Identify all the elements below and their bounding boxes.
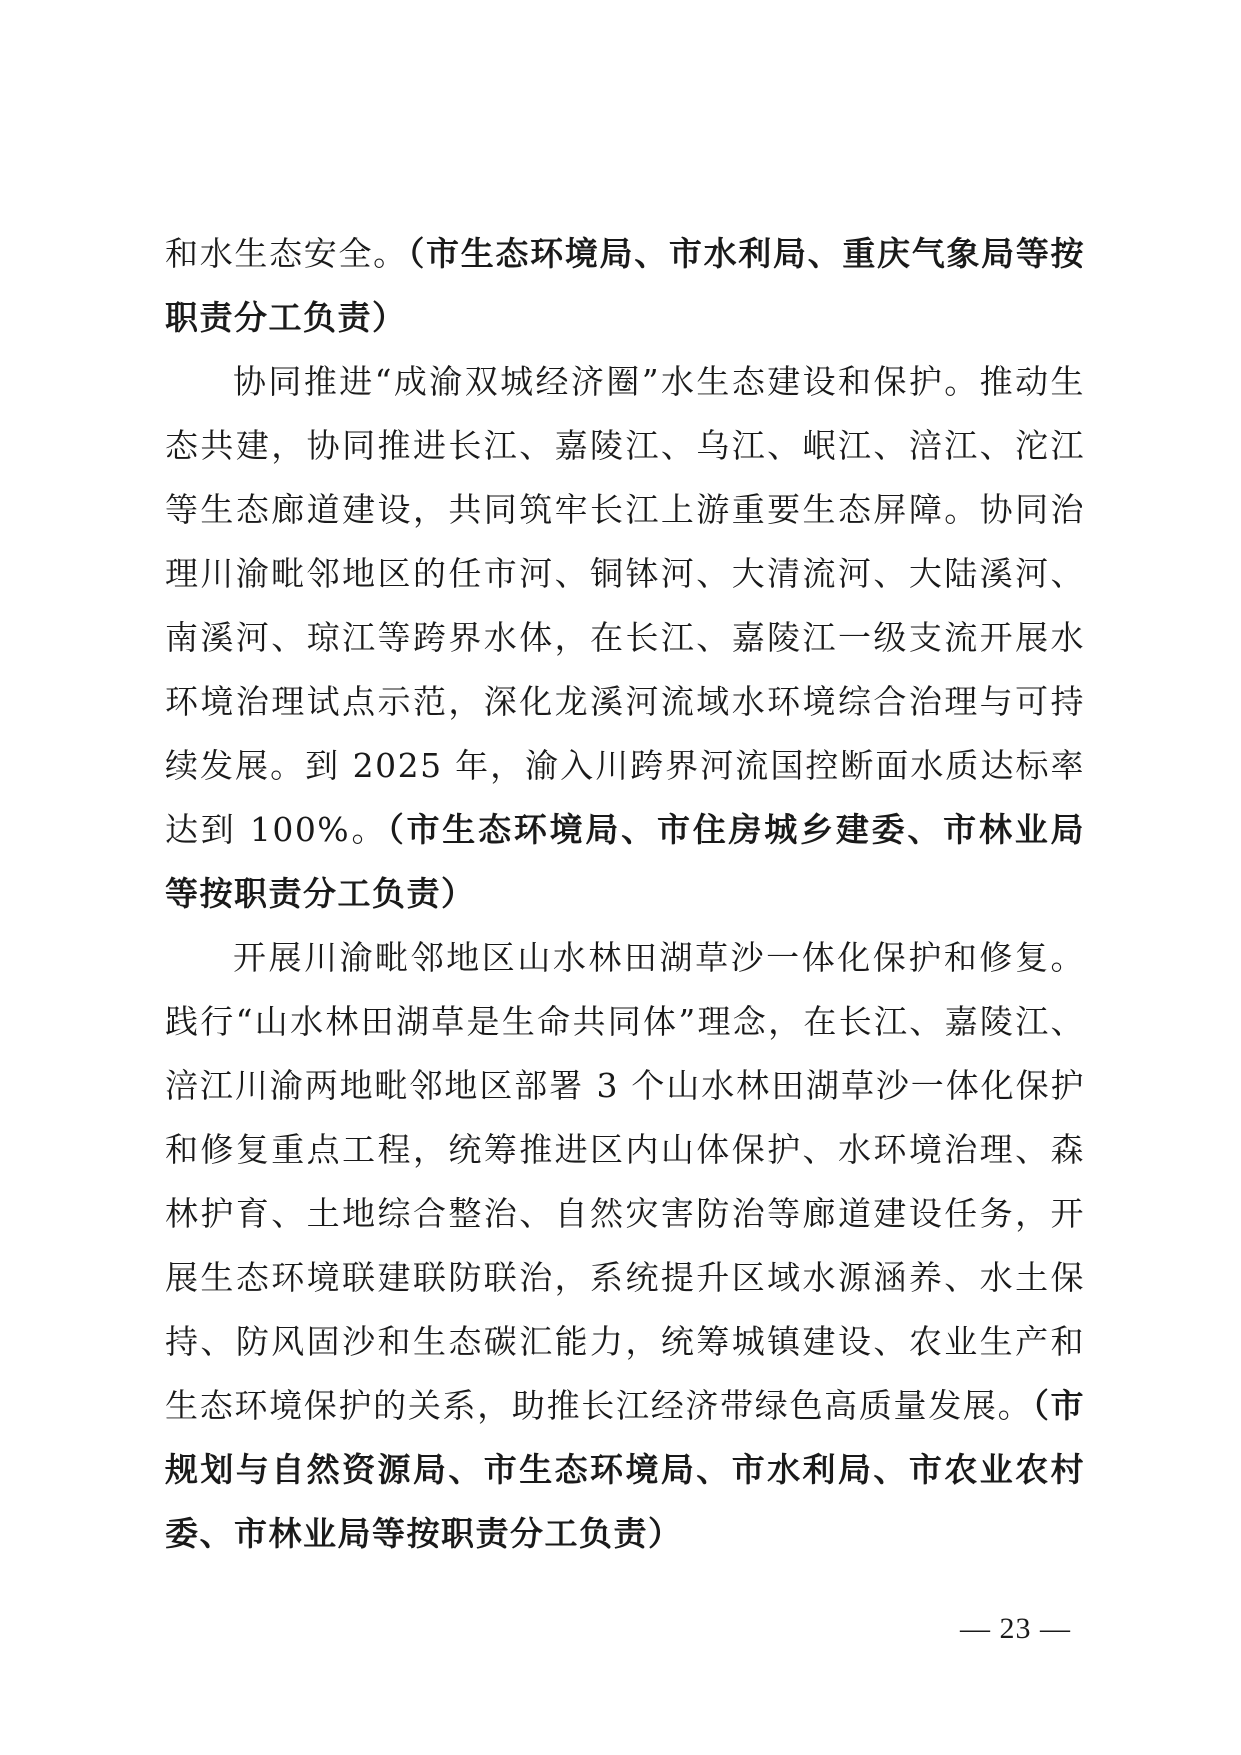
- paragraph-continuation: [165, 222, 1085, 350]
- paragraph-text: 和水生态安全。: [165, 234, 408, 273]
- page-number: — 23 —: [960, 1612, 1071, 1645]
- responsibility-note: （市生态环境局、市水利局、重庆气象局等按职责分工负责）: [165, 234, 1086, 337]
- paragraph-chengyu-water-ecology: [165, 350, 1085, 926]
- body-text: [165, 222, 1085, 1566]
- paragraph-text: 开展川渝毗邻地区山水林田湖草沙一体化保护和修复。践行“山水林田湖草是生命共同体”理念，在长江、嘉陵江、涪江川渝两地毗邻地区部署 3 个山水林田湖草沙一体化保护和修复重点工程，统筹推进区内山体保护、水环境治理、森林护育、土地综合整治、自然灾害防治等廊道建设任务，开展生态环境联建联防联治，系统提升区域水源涵养、水土保持、防风固沙和生态碳汇能力，统筹城镇建设、农业生产和生态环境保护的关系，助推长江经济带绿色高质量发展。: [165, 938, 1085, 1425]
- responsibility-note: （市生态环境局、市住房城乡建委、市林业局等按职责分工负责）: [165, 810, 1086, 913]
- paragraph-text: 协同推进“成渝双城经济圈”水生态建设和保护。推动生态共建，协同推进长江、嘉陵江、乌江、岷江、涪江、沱江等生态廊道建设，共同筑牢长江上游重要生态屏障。协同治理川渝毗邻地区的任市河、铜钵河、大清流河、大陆溪河、南溪河、琼江等跨界水体，在长江、嘉陵江一级支流开展水环境治理试点示范，深化龙溪河流域水环境综合治理与可持续发展。到 2025 年，渝入川跨界河流国控断面水质达标率达到 100%。: [165, 362, 1085, 849]
- responsibility-note: （市规划与自然资源局、市生态环境局、市水利局、市农业农村委、市林业局等按职责分工负责）: [165, 1386, 1086, 1553]
- paragraph-integrated-protection: [165, 926, 1085, 1566]
